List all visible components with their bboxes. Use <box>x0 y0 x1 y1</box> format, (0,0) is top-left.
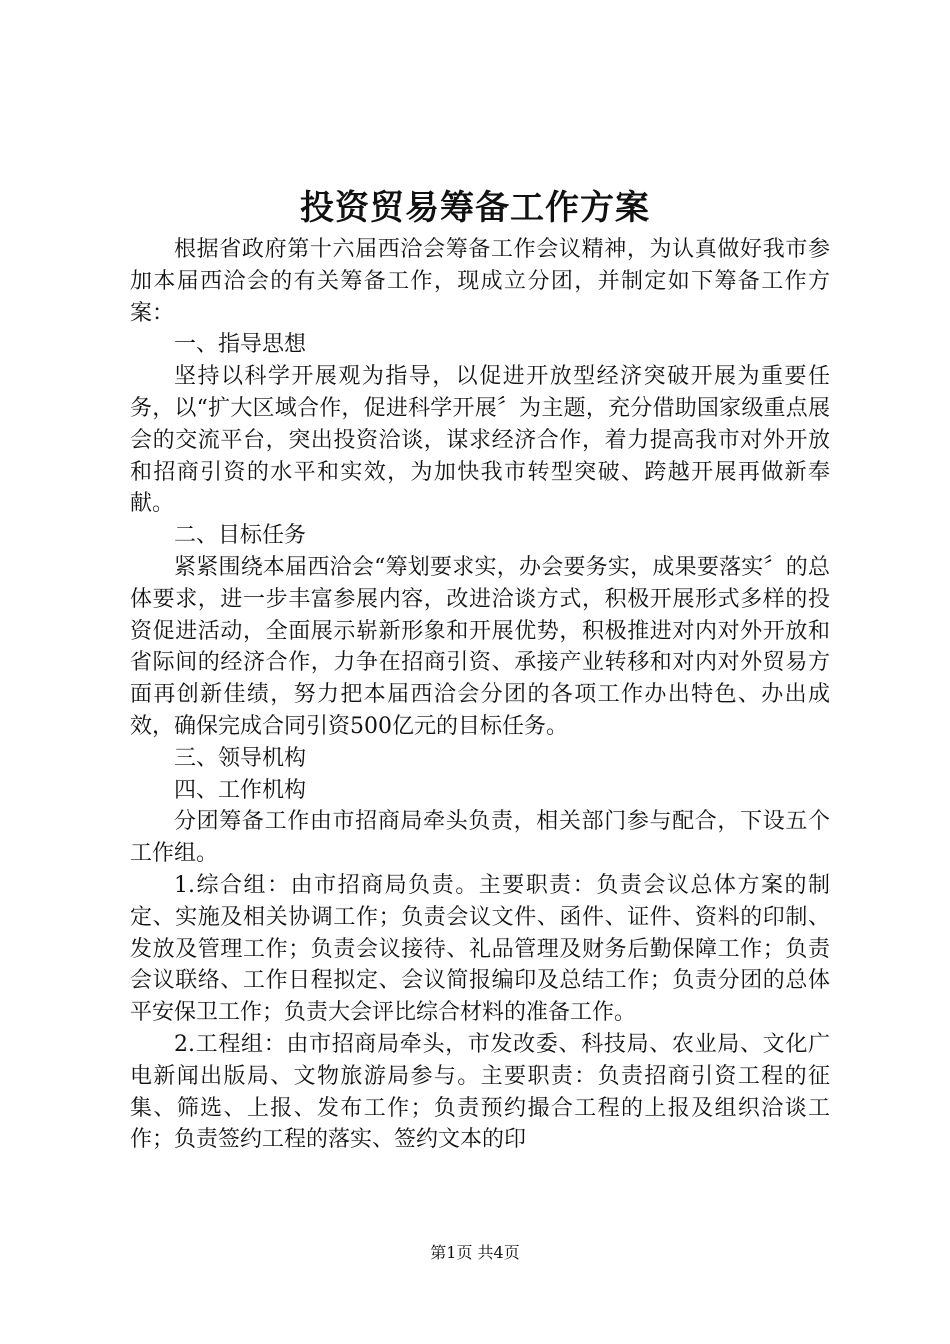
paragraph-intro: 根据省政府第十六届西洽会筹备工作会议精神，为认真做好我市参加本届西洽会的有关筹备工作，现成立分团，并制定如下筹备工作方案： <box>130 237 830 326</box>
paragraph-project-group: 2.工程组：由市招商局牵头，市发改委、科技局、农业局、文化广电新闻出版局、文物旅游局参与。主要职责：负责招商引资工程的征集、筛选、上报、发布工作；负责预约撮合工程的上报及组织洽谈工作；负责签约工程的落实、签约文本的印 <box>130 1031 830 1153</box>
paragraph-general-group: 1.综合组：由市招商局负责。主要职责：负责会议总体方案的制定、实施及相关协调工作；负责会议文件、函件、证件、资料的印制、发放及管理工作；负责会议接待、礼品管理及财务后勤保障工作；负责会议联络、工作日程拟定、会议简报编印及总结工作；负责分团的总体平安保卫工作；负责大会评比综合材料的准备工作。 <box>130 872 830 1026</box>
page-footer: 第1页 共4页 <box>430 1243 520 1262</box>
paragraph-guiding-ideology: 坚持以科学开展观为指导，以促进开放型经济突破开展为重要任务，以“扩大区域合作，促进科学开展〞为主题，充分借助国家级重点展会的交流平台，突出投资洽谈，谋求经济合作，着力提高我市对外开放和招商引资的水平和实效，为加快我市转型突破、跨越开展再做新奉献。 <box>130 364 830 517</box>
heading-leadership: 三、领导机构 <box>174 745 307 771</box>
paragraph-objectives: 紧紧围绕本届西洽会“筹划要求实，办会要务实，成果要落实〞的总体要求，进一步丰富参展内容，改进洽谈方式，积极开展形式多样的投资促进活动，全面展示崭新形象和开展优势，积极推进对内对外开放和省际间的经济合作，力争在招商引资、承接产业转移和对内对外贸易方面再创新佳绩，努力把本届西洽会分团的各项工作办出特色、办出成效，确保完成合同引资500亿元的目标任务。 <box>130 554 830 739</box>
document-title: 投资贸易筹备工作方案 <box>300 188 650 228</box>
heading-objectives: 二、目标任务 <box>174 523 307 549</box>
heading-work-structure: 四、工作机构 <box>174 777 307 803</box>
paragraph-work-structure: 分团筹备工作由市招商局牵头负责，相关部门参与配合，下设五个工作组。 <box>130 809 830 867</box>
heading-guiding-ideology: 一、指导思想 <box>174 332 307 358</box>
document-body <box>130 234 830 1156</box>
